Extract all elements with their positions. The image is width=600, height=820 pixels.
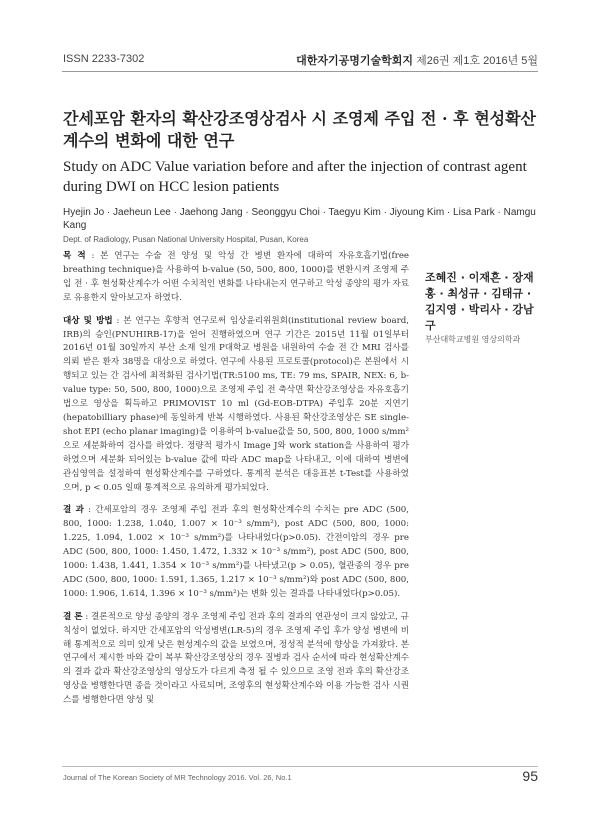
title-english: Study on ADC Value variation before and after the injection of contrast agent during DWI on HCC lesion patients <box>63 159 527 195</box>
journal-volume: 제26권 제1호 2016년 5월 <box>416 55 538 67</box>
conclusion-label: 결 론 <box>63 611 83 622</box>
title-korean: 간세포암 환자의 확산강조영상검사 시 조영제 주입 전 · 후 현성확산계수의 변화에 대한 연구 <box>63 109 537 150</box>
footer-rule <box>62 766 538 767</box>
journal-name-ko: 대한자기공명기술학회지 <box>296 55 414 67</box>
methods-label: 대상 및 방법 <box>63 315 113 326</box>
abstract <box>63 250 409 717</box>
author-names-korean: 조혜진 · 이재흔 · 장재홍 · 최성규 · 김태규 · 김지영 · 박리사 · 강남구 <box>425 271 534 332</box>
header-rule <box>62 71 538 72</box>
journal-header <box>296 52 538 68</box>
conclusion-text: : 결론적으로 양성 종양의 경우 조영제 주입 전과 후의 결과의 연관성이 크지 않았고, 규칙성이 없었다. 하지만 간세포암의 악성병변(LR-5)의 경우 조영제 주입 후가 양성 병변에 비해 통계적으로 의미 있게 낮은 현성계수의 값을 보였으며, 정성적 분석에 향상을 가져왔다. 본 연구에서 제시한 바와 같이 복부 확산강조영상의 경우 질병과 검사 순서에 따라 현성확산계수의 결과 값과 확산강조영상의 영상도가 다르게 측정 될 수 있으므로 조영 전과 후의 확산강조영상을 병행한다면 종을 것이라고 사료되며, 조영후의 현성확산계수와 이용 가능한 검사 시퀀스를 병행한다면 양성 및 <box>63 611 409 706</box>
purpose-text: : 본 연구는 수술 전 양성 및 악성 간 병변 환자에 대하여 자유호흡기법(free breathing technique)을 사용하여 b-value (50, 500, 800, 1000)를 변환시켜 조영제 주입 전 · 후 현성확산계수가 어떤 수치적인 변화를 나타내는지 연구하고 악성 종양의 평가 자료로 유용한지 알아보고자 하였다. <box>63 251 409 303</box>
page-number: 95 <box>522 768 538 784</box>
author-list: Hyejin Jo · Jaeheun Lee · Jaehong Jang · Seonggyu Choi · Taegyu Kim · Jiyoung Kim · Lisa Park · Namgu Kang <box>63 207 536 231</box>
affiliation: Dept. of Radiology, Pusan National University Hospital, Pusan, Korea <box>63 235 309 244</box>
footer-journal: Journal of The Korean Society of MR Technology 2016. Vol. 26, No.1 <box>63 773 292 782</box>
purpose-label: 목 적 <box>63 251 86 261</box>
affiliation-korean: 부산대학교병원 영상의학과 <box>425 335 521 344</box>
methods-text: : 본 연구는 후향적 연구로써 임상윤리위원회(institutional review board, IRB)의 승인(PNUHIRB-17)을 얻어 진행하였으며 연구 기간은 2015년 11월 01일부터 2016년 01월 30일까지 부산 소재 일개 P대학교 병원을 내원하여 수술 전 간 MRI 검사를 의뢰 받은 환자 38명을 대상으로 하였다. 연구에 사용된 프로토콜(protocol)은 본원에서 시행되고 있는 간 검사에 최적화된 검사기법(TR:5100 ms, TE: 79 ms, SPAIR, NEX: 6, b-value type: 50, 500, 800, 1000)으로 조영제 주입 전 축삭면 확산강조영상을 자유호흡기법으로 영상을 획득하고 PRIMOVIST 10 ml (Gd-EOB-DTPA) 주입후 20분 지연기(hepatobilliary phase)에 동일하게 반복 시행하였다. 사용된 확산강조영상은 SE single-shot EPI (echo planar imaging)을 이용하여 b-value값을 50, 500, 800, 1000 s/mm² 으로 세분화하여 검사를 하였다. 정량적 평가시 Image J와 work station을 사용하여 평가 하였으며 세분화 되어있는 b-value 값에 따라 ADC map을 나타내고, 이에 대하여 병변에 관심영역을 설정하여 현성확산계수를 구하였다. 통계적 분석은 대응표본 t-Test를 사용하였으며, p < 0.05 일때 통계적으로 유의하게 평가되었다. <box>63 315 410 493</box>
results-text: : 간세포암의 경우 조영제 주입 전과 후의 현성확산계수의 수치는 pre ADC (500, 800, 1000: 1.238, 1.040, 1.007 × 10⁻³ s/mm²), post ADC (500, 800, 1000: 1.225, 1.094, 1.002 × 10⁻³ s/mm²)를 나타내었다(p>0.05). 간전이암의 경우 pre ADC (500, 800, 1000: 1.450, 1.472, 1.332 × 10⁻³ s/mm²), post ADC (500, 800, 1000: 1.438, 1.441, 1.354 × 10⁻³ s/mm²)를 나타냈고(p > 0.05), 혈관종의 경우 pre ADC (500, 800, 1000: 1.591, 1.365, 1.217 × 10⁻³ s/mm²)와 post ADC (500, 800, 1000: 1.906, 1.614, 1.396 × 10⁻³ s/mm²)는 변화 있는 결과를 나타내었다(p>0.05). <box>63 505 409 599</box>
results-label: 결 과 <box>63 505 84 516</box>
abstract-conclusion <box>63 611 409 708</box>
abstract-methods <box>63 315 409 496</box>
abstract-results <box>63 504 409 601</box>
abstract-purpose <box>63 250 409 306</box>
issn: ISSN 2233-7302 <box>63 53 145 65</box>
